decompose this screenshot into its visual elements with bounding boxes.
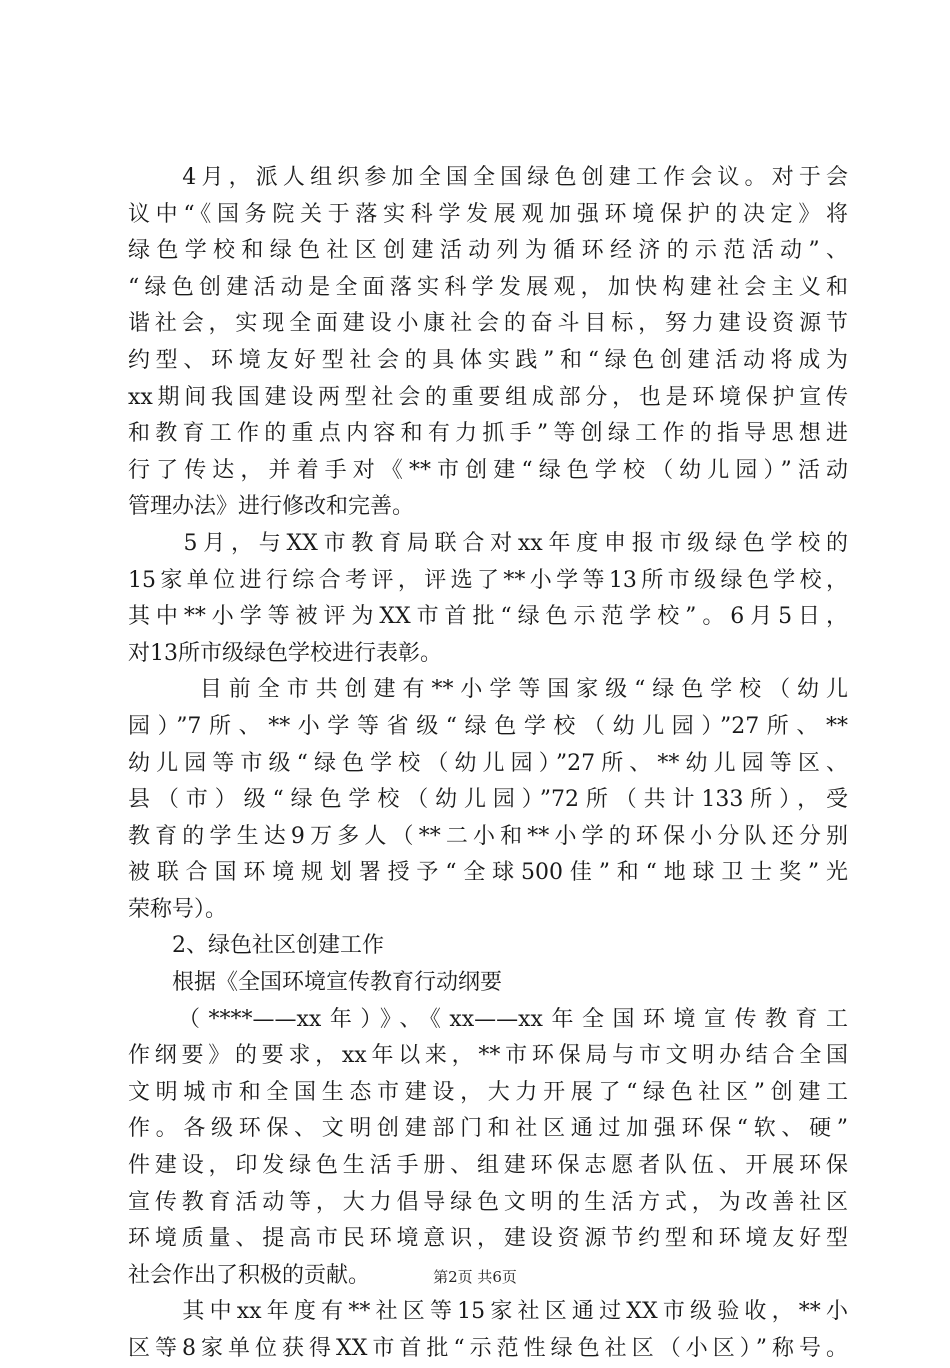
text-line: “绿色创建活动是全面落实科学发展观，加快构建社会主义和 [128, 274, 848, 300]
text-line: 宣传教育活动等，大力倡导绿色文明的生活方式，为改善社区 [128, 1189, 848, 1215]
page-footer: 第2页 共6页 [433, 1268, 517, 1286]
text-line: 15家单位进行综合考评，评选了**小学等13所市级绿色学校， [128, 567, 848, 593]
text-line: 行了传达，并着手对《**市创建“绿色学校（幼儿园）”活动 [128, 457, 848, 483]
text-line: 社会作出了积极的贡献。 [128, 1262, 371, 1288]
text-line: 目前全市共创建有**小学等国家级“绿色学校（幼儿 [128, 677, 848, 703]
text-line: 谐社会，实现全面建设小康社会的奋斗目标，努力建设资源节 [128, 311, 848, 337]
text-line: 和教育工作的重点内容和有力抓手”等创绿工作的指导思想进 [128, 421, 848, 447]
text-line: 5月，与XX市教育局联合对xx年度申报市级绿色学校的 [128, 530, 848, 556]
text-line: 作纲要》的要求，xx年以来，**市环保局与市文明办结合全国 [128, 1043, 848, 1069]
text-line: 件建设，印发绿色生活手册、组建环保志愿者队伍、开展环保 [128, 1153, 848, 1179]
text-line: 作。各级环保、文明创建部门和社区通过加强环保“软、硬” [128, 1116, 848, 1142]
text-line: 被联合国环境规划署授予“全球500佳”和“地球卫士奖”光 [128, 860, 848, 886]
text-line: 2、绿色社区创建工作 [128, 933, 384, 959]
text-line: 园）”7所、**小学等省级“绿色学校（幼儿园）”27所、** [128, 713, 848, 739]
text-line: 议中“《国务院关于落实科学发展观加强环境保护的决定》将 [128, 201, 848, 227]
text-line: 区等8家单位获得XX市首批“示范性绿色社区（小区）”称号。 [128, 1336, 848, 1361]
text-line: 环境质量、提高市民环境意识，建设资源节约型和环境友好型 [128, 1226, 848, 1252]
text-line: 绿色学校和绿色社区创建活动列为循环经济的示范活动”、 [128, 238, 848, 264]
text-line: 县（市）级“绿色学校（幼儿园）”72所（共计133所），受 [128, 787, 848, 813]
text-line: 荣称号）。 [128, 896, 228, 922]
text-line: 根据《全国环境宣传教育行动纲要 [128, 970, 503, 996]
document-body [128, 160, 848, 1368]
text-line: 教育的学生达9万多人（**二小和**小学的环保小分队还分别 [128, 823, 848, 849]
text-line: 对13所市级绿色学校进行表彰。 [128, 640, 442, 666]
text-line: 文明城市和全国生态市建设，大力开展了“绿色社区”创建工 [128, 1079, 848, 1105]
text-line: 其中**小学等被评为XX市首批“绿色示范学校”。6月5日， [128, 604, 848, 630]
text-line: 其中xx年度有**社区等15家社区通过XX市级验收，**小 [128, 1299, 848, 1325]
text-line: 管理办法》进行修改和完善。 [128, 494, 415, 520]
text-line: xx期间我国建设两型社会的重要组成部分，也是环境保护宣传 [128, 384, 848, 410]
text-line: 幼儿园等市级“绿色学校（幼儿园）”27所、**幼儿园等区、 [128, 750, 848, 776]
text-line: 4月，派人组织参加全国全国绿色创建工作会议。对于会 [128, 165, 848, 190]
text-line: （****——xx年）》、《xx——xx年全国环境宣传教育工 [128, 1006, 848, 1032]
text-line: 约型、环境友好型社会的具体实践”和“绿色创建活动将成为 [128, 347, 848, 373]
